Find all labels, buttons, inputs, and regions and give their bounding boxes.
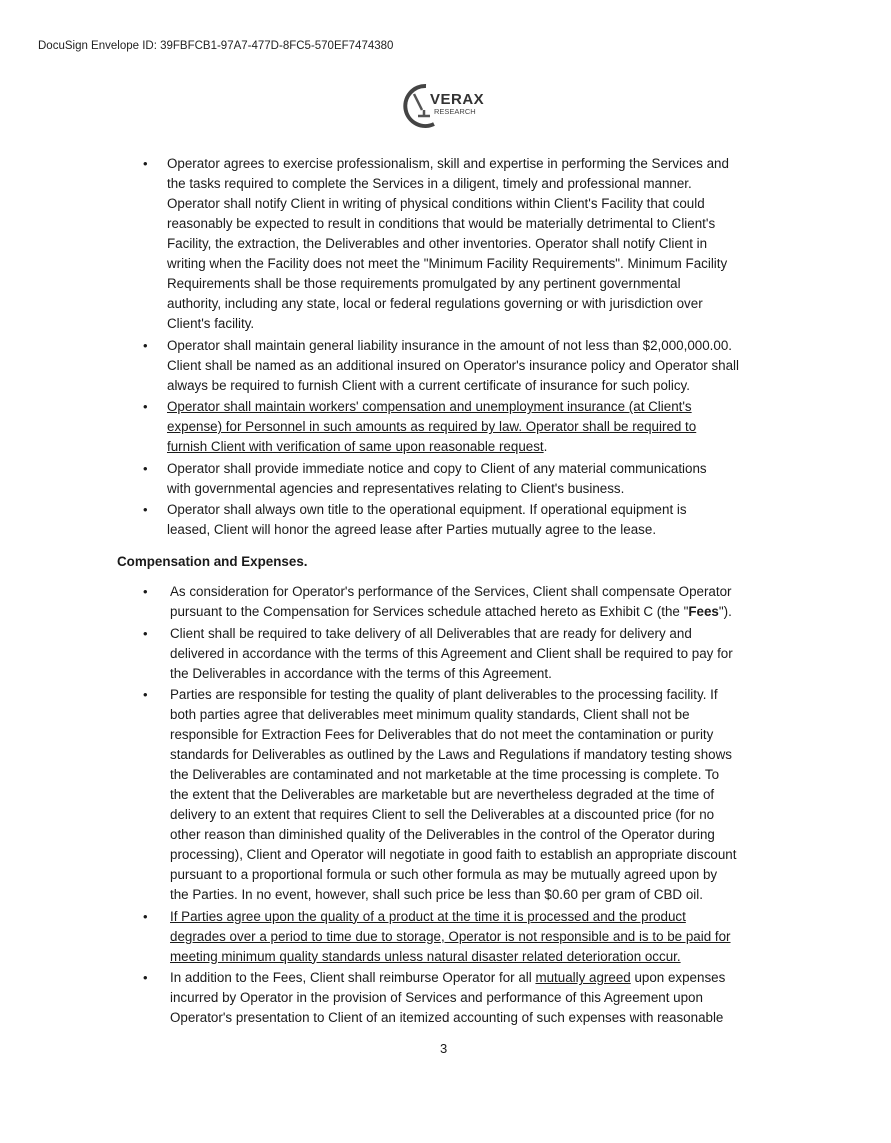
text-segment: standards for Deliverables as outlined by the Laws and Regulations if mandatory testing shows: [170, 747, 732, 762]
text-line: [167, 234, 891, 254]
bullet-item: [0, 500, 891, 540]
underlined-text: meeting minimum quality standards unless natural disaster related deterioration occur.: [170, 948, 681, 964]
text-segment: Client's facility.: [167, 316, 255, 331]
text-line: [167, 479, 891, 499]
text-segment: pursuant to a proportional formula or such other formula as may be mutually agreed upon by: [170, 867, 718, 882]
bullet-item: [0, 459, 891, 499]
text-segment: both parties agree that deliverables meet minimum quality standards, Client shall not be: [170, 707, 690, 722]
text-line: [170, 602, 891, 622]
text-line: [170, 644, 891, 664]
svg-text:VERAX: VERAX: [430, 91, 485, 108]
text-segment: the Parties. In no event, however, shall such price be less than $0.60 per gram of CBD oil.: [170, 887, 703, 902]
text-line: [167, 314, 891, 334]
text-segment: Client shall be named as an additional insured on Operator's insurance policy and Operator shall: [167, 357, 739, 373]
text-line: [170, 927, 891, 947]
text-line: [170, 705, 891, 725]
underlined-text: furnish Client with verification of same upon reasonable request: [167, 439, 544, 454]
bullet-item: [0, 582, 891, 622]
text-segment: the Deliverables in accordance with the terms of this Agreement.: [170, 665, 552, 681]
text-segment: reasonably be expected to result in conditions that would be materially detrimental to Client's: [167, 216, 716, 231]
text-line: [167, 520, 891, 540]
text-segment: Operator shall notify Client in writing of physical conditions within Client's Facility that could: [167, 196, 705, 211]
text-line: [170, 1008, 891, 1028]
text-segment: Operator shall provide immediate notice and copy to Client of any material communications: [167, 460, 707, 476]
text-line: [170, 845, 891, 865]
bullet-item: [0, 907, 891, 967]
section-heading: Compensation and Expenses.: [117, 554, 308, 569]
text-segment: Operator's presentation to Client of an itemized accounting of such expenses with reasonable: [170, 1010, 724, 1025]
text-line: [167, 376, 891, 396]
text-line: [170, 745, 891, 765]
text-segment: the Deliverables are contaminated and not marketable at the time processing is complete. To: [170, 767, 720, 782]
text-line: [167, 174, 891, 194]
text-line: [167, 254, 891, 274]
bullet-icon: •: [143, 908, 148, 924]
text-line: [170, 907, 891, 927]
bullet-icon: •: [143, 970, 148, 985]
text-line: [167, 437, 891, 457]
verax-research-logo: [400, 80, 486, 130]
text-line: [167, 274, 891, 294]
text-segment: upon expenses: [630, 970, 726, 985]
text-line: [170, 624, 891, 644]
bullet-icon: •: [143, 687, 148, 702]
text-line: [170, 785, 891, 805]
bullet-item: [0, 624, 891, 684]
bullet-icon: •: [143, 337, 148, 353]
text-line: [170, 825, 891, 845]
text-line: [170, 865, 891, 885]
text-segment: .: [543, 439, 548, 454]
text-segment: As consideration for Operator's performance of the Services, Client shall compensate Operator: [170, 584, 732, 599]
page-number: 3: [440, 1041, 448, 1056]
text-line: [170, 885, 891, 905]
text-line: [170, 968, 891, 988]
obligations-list: [0, 154, 891, 540]
text-line: [167, 294, 891, 314]
underlined-text: mutually agreed: [535, 970, 631, 985]
text-line: [167, 417, 891, 437]
bullet-item: [0, 397, 891, 457]
text-line: [167, 194, 891, 214]
text-line: [170, 765, 891, 785]
text-segment: Requirements shall be those requirements promulgated by any pertinent governmental: [167, 276, 681, 291]
text-segment: Parties are responsible for testing the quality of plant deliverables to the processing facility. If: [170, 687, 718, 702]
text-segment: delivery to an extent that requires Client to sell the Deliverables at a discounted price (for no: [170, 807, 715, 822]
text-segment: Operator agrees to exercise professionalism, skill and expertise in performing the Services and: [167, 156, 729, 171]
bullet-icon: •: [143, 502, 148, 517]
text-line: [167, 500, 891, 520]
text-line: [170, 947, 891, 967]
bullet-item: [0, 154, 891, 334]
underlined-text: Operator shall maintain workers' compensation and unemployment insurance (at Client's: [167, 399, 692, 414]
bold-term: Fees: [688, 604, 719, 619]
text-line: [167, 336, 891, 356]
text-line: [170, 805, 891, 825]
text-segment: processing), Client and Operator will negotiate in good faith to establish an appropriate discount: [170, 847, 737, 862]
text-segment: responsible for Extraction Fees for Deliverables that do not meet the contamination or purity: [170, 727, 714, 742]
text-segment: the extent that the Deliverables are marketable but are nevertheless degraded at the time of: [170, 787, 715, 802]
text-segment: with governmental agencies and representatives relating to Client's business.: [167, 480, 625, 496]
text-segment: Client shall be required to take delivery of all Deliverables that are ready for delivery and: [170, 625, 692, 641]
text-segment: leased, Client will honor the agreed lease after Parties mutually agree to the lease.: [167, 522, 657, 537]
bullet-icon: •: [143, 625, 148, 641]
text-segment: writing when the Facility does not meet the "Minimum Facility Requirements". Minimum Facility: [167, 256, 728, 271]
bullet-icon: •: [143, 584, 148, 599]
bullet-item: [0, 336, 891, 396]
text-segment: Operator shall always own title to the operational equipment. If operational equipment is: [167, 502, 687, 517]
text-segment: Operator shall maintain general liability insurance in the amount of not less than $2,000,000.00.: [167, 337, 732, 353]
text-line: [167, 397, 891, 417]
text-segment: authority, including any state, local or federal regulations governing or with jurisdiction over: [167, 296, 703, 311]
text-line: [170, 582, 891, 602]
bullet-icon: •: [143, 460, 148, 476]
text-line: [167, 356, 891, 376]
underlined-text: expense) for Personnel in such amounts as required by law. Operator shall be required to: [167, 419, 697, 434]
bullet-item: [0, 968, 891, 1028]
text-segment: ").: [718, 604, 732, 619]
text-segment: other reason than diminished quality of the Deliverables in the control of the Operator during: [170, 827, 715, 842]
compensation-list: [0, 582, 891, 1028]
text-segment: incurred by Operator in the provision of Services and performance of this Agreement upon: [170, 990, 703, 1005]
text-line: [167, 154, 891, 174]
text-line: [170, 988, 891, 1008]
text-line: [167, 214, 891, 234]
underlined-text: degrades over a period to time due to storage, Operator is not responsible and is to be paid for: [170, 928, 731, 944]
bullet-icon: •: [143, 399, 148, 414]
text-segment: Facility, the extraction, the Deliverables and other inventories. Operator shall notify Client in: [167, 236, 708, 251]
docusign-envelope-id: DocuSign Envelope ID: 39FBFCB1-97A7-477D-8FC5-570EF7474380: [38, 40, 394, 52]
underlined-text: If Parties agree upon the quality of a product at the time it is processed and the product: [170, 908, 686, 924]
svg-text:RESEARCH: RESEARCH: [434, 107, 476, 116]
text-segment: the tasks required to complete the Services in a diligent, timely and professional manner.: [167, 176, 692, 191]
text-segment: delivered in accordance with the terms of this Agreement and Client shall be required to pay for: [170, 645, 733, 661]
text-segment: In addition to the Fees, Client shall reimburse Operator for all: [170, 970, 536, 985]
text-segment: pursuant to the Compensation for Services schedule attached hereto as Exhibit C (the ": [170, 604, 689, 619]
bullet-item: [0, 685, 891, 905]
text-line: [170, 664, 891, 684]
text-line: [170, 685, 891, 705]
text-line: [167, 459, 891, 479]
bullet-icon: •: [143, 156, 148, 171]
text-segment: always be required to furnish Client with a current certificate of insurance for such policy.: [167, 377, 690, 393]
text-line: [170, 725, 891, 745]
